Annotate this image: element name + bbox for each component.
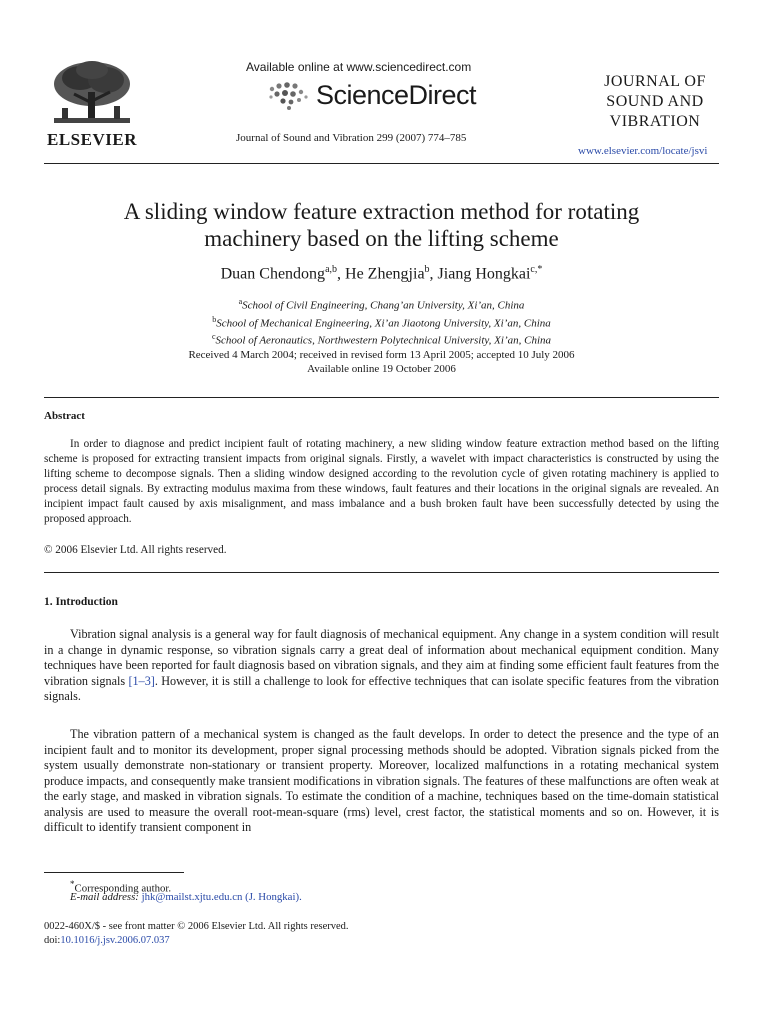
abstract-body: In order to diagnose and predict incipient fault of rotating machinery, a new sliding window feature extraction method based on the lifting scheme is proposed for extracting transient impacts from original signals. Firstly, a wavelet with impact characteristics is constructed by using the lifting scheme to decompose signals. Then a sliding window designed according to the revolution cycle of given rotating machinery is applied to process detail signals. By extracting modulus maxima from these windows, fault features and their locations in the original signals are revealed. An incipient impact fault caused by axis misalignment, and mass imbalance and a bush broken fault have been successfully detected by using the proposed approach. bbox=[44, 438, 719, 525]
abstract-bottom-divider bbox=[44, 572, 719, 573]
affiliation-mark: a bbox=[238, 297, 243, 306]
elsevier-logo bbox=[44, 58, 140, 150]
issn-line: 0022-460X/$ - see front matter © 2006 Elsevier Ltd. All rights reserved. bbox=[44, 921, 349, 932]
available-online-text: Available online at www.sciencedirect.com bbox=[246, 60, 472, 74]
footnote-star: * bbox=[70, 879, 75, 889]
author-separator: , bbox=[429, 265, 438, 283]
received-dates: Received 4 March 2004; received in revised form 13 April 2005; accepted 10 July 2006 bbox=[188, 349, 575, 361]
footnote-email bbox=[70, 890, 302, 904]
doi-line bbox=[44, 934, 349, 948]
section-heading-introduction: 1. Introduction bbox=[44, 596, 118, 608]
affiliation-text: School of Mechanical Engineering, Xi’an Jiaotong University, Xi’an, China bbox=[216, 317, 551, 330]
journal-title-line: JOURNAL OF bbox=[604, 73, 706, 90]
sciencedirect-logo bbox=[266, 80, 476, 111]
header-divider bbox=[44, 163, 719, 164]
affiliation-item bbox=[44, 313, 719, 331]
journal-url-link[interactable]: www.elsevier.com/locate/jsvi bbox=[578, 145, 708, 157]
journal-reference: Journal of Sound and Vibration 299 (2007) 774–785 bbox=[236, 132, 467, 144]
citation-link[interactable]: [1–3] bbox=[128, 673, 155, 688]
article-title-line: machinery based on the lifting scheme bbox=[204, 226, 559, 251]
affiliation-item bbox=[44, 330, 719, 348]
issn-block bbox=[44, 920, 349, 948]
doi-label: doi: bbox=[44, 935, 61, 946]
author-list bbox=[44, 264, 719, 283]
email-label: E-mail address: bbox=[70, 891, 139, 903]
available-date: Available online 19 October 2006 bbox=[307, 363, 456, 375]
paragraph-text: . However, it is still a challenge to look for effective techniques that can isolate specific features from the vibration signals. bbox=[44, 673, 719, 703]
footnote-text: Corresponding author. bbox=[74, 882, 172, 895]
email-link[interactable]: jhk@mailst.xjtu.edu.cn bbox=[141, 891, 243, 903]
affiliation-text: School of Aeronautics, Northwestern Polytechnical University, Xi’an, China bbox=[215, 334, 552, 347]
affiliation-text: School of Civil Engineering, Chang’an University, Xi’an, China bbox=[242, 299, 525, 312]
paragraph-text: Vibration signal analysis is a general way for fault diagnosis of mechanical equipment. Any change in a system condition will result in a change in dynamic response, so vibration signals carry a great deal of information about mechanical equipment condition. Many techniques have been reported for fault diagnosis based on vibration signals, and they aim at finding some efficient fault features from the vibration signals bbox=[44, 627, 719, 688]
affiliation-mark: c bbox=[211, 332, 216, 342]
author-name: Duan Chendong bbox=[220, 265, 326, 283]
article-title-line: A sliding window feature extraction method for rotating bbox=[123, 199, 640, 224]
author-affiliation-mark: b bbox=[424, 264, 430, 275]
sciencedirect-dots-icon bbox=[266, 81, 310, 111]
publisher-name: ELSEVIER bbox=[47, 130, 137, 149]
affiliation-list bbox=[44, 295, 719, 348]
sciencedirect-wordmark: ScienceDirect bbox=[316, 80, 477, 110]
author-name: He Zhengjia bbox=[345, 265, 425, 283]
article-title bbox=[44, 198, 719, 252]
affiliation-item bbox=[44, 295, 719, 313]
doi-link[interactable]: 10.1016/j.jsv.2006.07.037 bbox=[60, 935, 170, 946]
intro-paragraph-1 bbox=[44, 627, 719, 705]
intro-paragraph-2: The vibration pattern of a mechanical system is changed as the fault develops. In order to detect the presence and the type of an incipient fault and to monitor its development, proper signal processing methods should be adopted. Vibration signals picked from the system usually demonstrate non-stationary or transient property. Moreover, localized malfunctions in a rotating mechanical system produce impacts, and consequently make transient modifications in vibration signals. The features of these malfunctions are often weak at the early stage, and masked in vibration signals. To estimate the condition of a machine, techniques based on the time-domain statistical analysis are used to measure the overall root-mean-square (rms) level, crest factor, the statistical moments and so on. However, it is difficult to identify transient component in bbox=[44, 727, 719, 834]
author-separator: , bbox=[337, 265, 346, 283]
abstract-top-divider bbox=[44, 397, 719, 398]
elsevier-tree-icon bbox=[50, 58, 134, 128]
email-owner: (J. Hongkai). bbox=[245, 891, 302, 903]
author-name: Jiang Hongkai bbox=[437, 265, 531, 283]
affiliation-mark: b bbox=[212, 314, 217, 324]
article-dates bbox=[44, 348, 719, 376]
journal-title bbox=[590, 72, 720, 132]
abstract-copyright: © 2006 Elsevier Ltd. All rights reserved. bbox=[44, 544, 227, 556]
journal-title-line: VIBRATION bbox=[609, 113, 701, 130]
author-affiliation-mark: a,b bbox=[325, 264, 338, 275]
footnote-divider bbox=[44, 872, 184, 873]
journal-title-line: SOUND AND bbox=[606, 93, 704, 110]
abstract-heading: Abstract bbox=[44, 410, 85, 422]
author-affiliation-mark: c,* bbox=[530, 264, 543, 275]
